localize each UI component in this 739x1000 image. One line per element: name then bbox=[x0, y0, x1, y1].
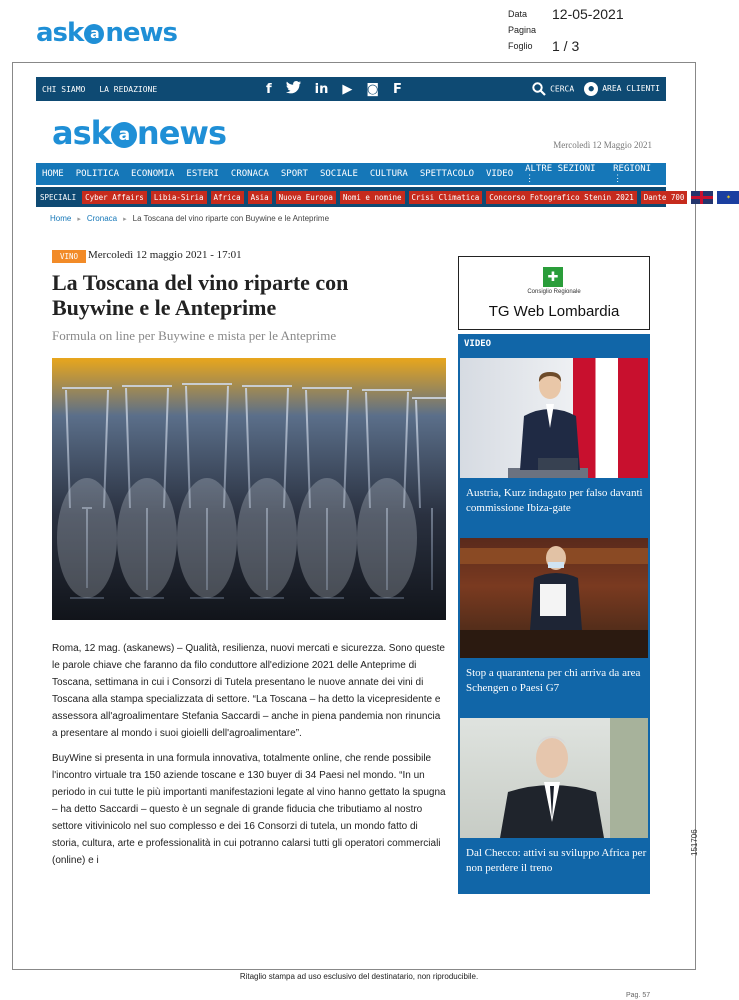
special-tag[interactable]: Dante 700 bbox=[641, 191, 688, 204]
special-tag[interactable]: Crisi Climatica bbox=[409, 191, 483, 204]
article-paragraph: Roma, 12 mag. (askanews) – Qualità, resilienza, nuovi mercati e sicurezza. Sono queste le parole chiave che faranno da filo conduttore all'edizione 2021 delle Anteprime di Toscana, settimana in cui i Consorzi di Tutela presentano le nuove annate dei vini di Toscana alla stampa specializzata di settore. “La Toscana – ha detto la vicepresidente e assessora all'agroalimentare Stefania Saccardi – anche in piena pandemia non rinuncia a presentare al mondo i suoi gioielli dell'agroalimentare”. bbox=[52, 643, 445, 739]
nav-item-esteri[interactable]: ESTERI bbox=[186, 169, 219, 179]
twitter-icon[interactable] bbox=[286, 81, 301, 97]
site-logo[interactable] bbox=[52, 114, 226, 152]
category-badge[interactable]: VINO bbox=[52, 250, 86, 263]
specials-bar bbox=[36, 187, 731, 207]
topbar-right bbox=[532, 82, 660, 96]
tg-web-lombardia-banner[interactable] bbox=[458, 256, 650, 330]
page-label: Pagina bbox=[508, 25, 537, 35]
special-tag[interactable]: Libia-Siria bbox=[151, 191, 207, 204]
video-caption[interactable]: Austria, Kurz indagato per falso davanti commissione Ibiza-gate bbox=[466, 487, 643, 514]
ad-title: TG Web Lombardia bbox=[488, 303, 620, 320]
nav-item-politica[interactable]: POLITICA bbox=[75, 169, 120, 179]
video-caption[interactable]: Stop a quarantena per chi arriva da area Schengen o Paesi G7 bbox=[466, 667, 641, 694]
at-icon: a bbox=[111, 122, 137, 148]
site-logo-left: ask bbox=[52, 114, 111, 152]
nav-item-video[interactable]: VIDEO bbox=[486, 169, 514, 179]
main-nav bbox=[36, 163, 666, 185]
breadcrumb-home[interactable]: Home bbox=[50, 214, 72, 223]
nav-item-sociale[interactable]: SOCIALE bbox=[319, 169, 358, 179]
search-icon bbox=[532, 82, 546, 96]
regional-council-logo-icon: ✚ bbox=[543, 267, 563, 287]
search-link[interactable] bbox=[532, 82, 574, 96]
video-thumbnail[interactable] bbox=[460, 358, 648, 478]
chevron-right-icon: ▸ bbox=[77, 215, 81, 223]
clipping-footer-note: Ritaglio stampa ad uso esclusivo del destinatario, non riproducibile. bbox=[239, 972, 479, 981]
ad-small-label: Consiglio Regionale bbox=[527, 289, 581, 295]
special-tag[interactable]: Nomi e nomine bbox=[340, 191, 405, 204]
article-paragraph: BuyWine si presenta in una formula innovativa, totalmente online, che rende possibile l'incontro virtuale tra 150 aziende toscane e 130 buyer di 34 Paesi nel mondo. “In un periodo in cui tutte le più importanti manifestazioni legate al vino hanno gettato la spugna – ha detto Saccardi – questo è un segnale di grande fiducia che tributiamo al nostro settore vitivinicolo nel suo complesso e dei 16 Consorzi di tutela, un mondo fatto di storia, cultura, arte e professionalità in cui potranno calarsi tutti gli operatori commerciali (online) e i bbox=[52, 753, 446, 866]
date-label: Data bbox=[508, 9, 528, 19]
nav-item-sport[interactable]: SPORT bbox=[280, 169, 308, 179]
video-heading: VIDEO bbox=[464, 339, 492, 349]
date-value: 12-05-2021 bbox=[552, 6, 624, 22]
special-tag[interactable]: Concorso Fotografico Stenin 2021 bbox=[486, 191, 637, 204]
video-thumbnail[interactable] bbox=[460, 718, 648, 838]
site-date: Mercoledì 12 Maggio 2021 bbox=[553, 140, 652, 150]
sheet-value: 1 / 3 bbox=[552, 38, 580, 54]
sheet-label: Foglio bbox=[508, 41, 533, 51]
at-icon: a bbox=[84, 24, 104, 44]
search-label: CERCA bbox=[550, 84, 575, 94]
nav-item-cultura[interactable]: CULTURA bbox=[369, 169, 408, 179]
special-tag[interactable]: Cyber Affairs bbox=[82, 191, 147, 204]
breadcrumb-current: La Toscana del vino riparte con Buywine e le Anteprime bbox=[132, 214, 330, 223]
nav-item-spettacolo[interactable]: SPETTACOLO bbox=[419, 169, 475, 179]
linkedin-icon[interactable]: in bbox=[314, 81, 329, 97]
clipping-logo bbox=[36, 18, 177, 48]
special-tag[interactable]: Nuova Europa bbox=[276, 191, 336, 204]
special-tag[interactable]: Asia bbox=[248, 191, 272, 204]
site-logo-right: news bbox=[136, 114, 227, 152]
facebook-icon[interactable]: f bbox=[266, 81, 272, 97]
site-topbar bbox=[36, 77, 666, 101]
special-tag[interactable]: Africa bbox=[211, 191, 244, 204]
nav-item-altre-sezioni[interactable]: ALTRE SEZIONI ⋮ bbox=[525, 164, 596, 184]
instagram-icon[interactable]: ◙ bbox=[366, 81, 379, 97]
breadcrumb bbox=[50, 214, 329, 223]
article-subtitle: Formula on line per Buywine e mista per le Anteprime bbox=[52, 328, 337, 343]
clipping-logo-left: ask bbox=[36, 18, 84, 48]
chevron-right-icon: ▸ bbox=[123, 215, 127, 223]
article-body bbox=[52, 640, 446, 877]
specials-label: SPECIALI bbox=[40, 192, 77, 202]
uk-flag-icon[interactable] bbox=[691, 191, 713, 204]
nav-item-cronaca[interactable]: CRONACA bbox=[230, 169, 269, 179]
client-area-label: AREA CLIENTI bbox=[602, 84, 660, 93]
user-icon: ● bbox=[584, 82, 598, 96]
clipping-meta bbox=[508, 6, 624, 54]
article-date: Mercoledì 12 maggio 2021 - 17:01 bbox=[88, 249, 242, 261]
eu-flag-icon[interactable]: ✶ bbox=[717, 191, 739, 204]
article-photo bbox=[52, 358, 446, 620]
article-title: La Toscana del vino riparte con Buywine e le Anteprime bbox=[52, 270, 349, 320]
clipping-side-code: 151706 bbox=[690, 829, 699, 856]
video-caption[interactable]: Dal Checco: attivi su sviluppo Africa per non perdere il treno bbox=[466, 847, 647, 874]
breadcrumb-section[interactable]: Cronaca bbox=[86, 214, 118, 223]
social-links bbox=[266, 77, 402, 101]
nav-item-economia[interactable]: ECONOMIA bbox=[131, 169, 175, 179]
video-sidebar bbox=[458, 334, 650, 894]
video-thumbnail[interactable] bbox=[460, 538, 648, 658]
clipping-corner-mark: Pag. 57 bbox=[626, 992, 651, 999]
flipboard-icon[interactable]: F bbox=[393, 81, 402, 97]
language-flags bbox=[691, 191, 739, 204]
youtube-icon[interactable]: ▶ bbox=[342, 81, 353, 97]
clipping-logo-right: news bbox=[105, 18, 177, 48]
topbar-link-newsroom[interactable]: LA REDAZIONE bbox=[99, 84, 158, 94]
topbar-link-about[interactable]: CHI SIAMO bbox=[42, 84, 86, 94]
client-area-link[interactable] bbox=[584, 82, 660, 96]
nav-item-regioni[interactable]: REGIONI ⋮ bbox=[613, 164, 652, 184]
nav-item-home[interactable]: HOME bbox=[42, 169, 64, 179]
